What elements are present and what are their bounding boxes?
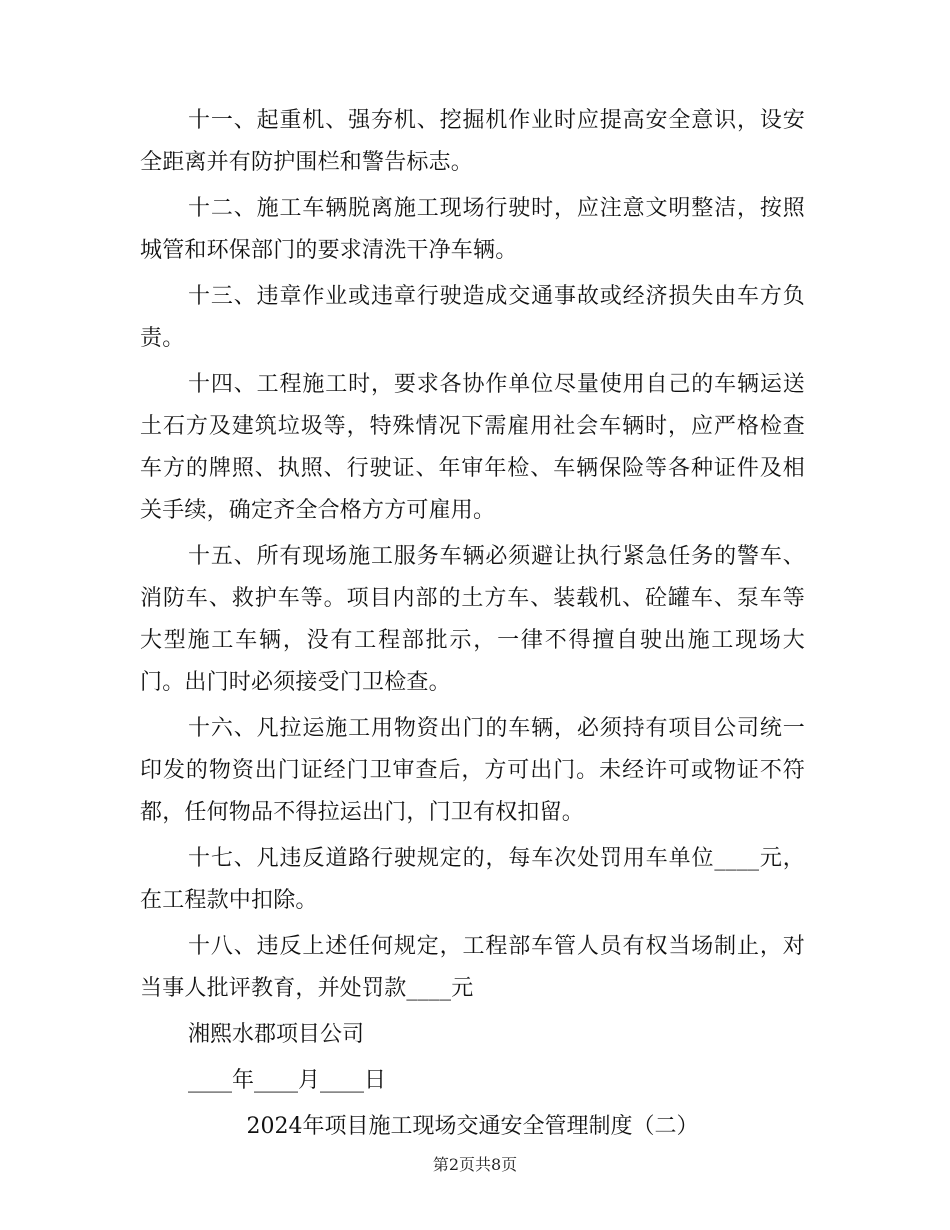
signature-date: ____年____月____日 xyxy=(188,1068,387,1093)
paragraph-14: 十四、工程施工时，要求各协作单位尽量使用自己的车辆运送土石方及建筑垃圾等，特殊情况下需雇用社会车辆时，应严格检查车方的牌照、执照、行驶证、年审年检、车辆保险等各种证件及相关手续，确定齐全合格方方可雇用。 xyxy=(140,372,805,523)
paragraph-15: 十五、所有现场施工服务车辆必须避让执行紧急任务的警车、消防车、救护车等。项目内部的土方车、装载机、砼罐车、泵车等大型施工车辆，没有工程部批示，一律不得擅自驶出施工现场大门。出门时必须接受门卫检查。 xyxy=(140,544,805,695)
paragraph-18: 十八、违反上述任何规定，工程部车管人员有权当场制止，对当事人批评教育，并处罚款____元 xyxy=(140,934,805,1001)
page-number: 第2页共8页 xyxy=(432,1155,518,1174)
paragraph-17: 十七、凡违反道路行驶规定的，每车次处罚用车单位____元，在工程款中扣除。 xyxy=(140,846,805,913)
paragraph-16: 十六、凡拉运施工用物资出门的车辆，必须持有项目公司统一印发的物资出门证经门卫审查后，方可出门。未经许可或物证不符都，任何物品不得拉运出门，门卫有权扣留。 xyxy=(140,716,805,825)
paragraph-13: 十三、违章作业或违章行驶造成交通事故或经济损失由车方负责。 xyxy=(140,284,805,351)
signature-company: 湘熙水郡项目公司 xyxy=(188,1022,365,1047)
document-body xyxy=(140,100,805,1148)
paragraph-11: 十一、起重机、强夯机、挖掘机作业时应提高安全意识，设安全距离并有防护围栏和警告标志。 xyxy=(140,108,805,175)
section-title: 2024年项目施工现场交通安全管理制度（二） xyxy=(246,1114,699,1139)
paragraph-12: 十二、施工车辆脱离施工现场行驶时，应注意文明整洁，按照城管和环保部门的要求清洗干净车辆。 xyxy=(140,196,805,263)
